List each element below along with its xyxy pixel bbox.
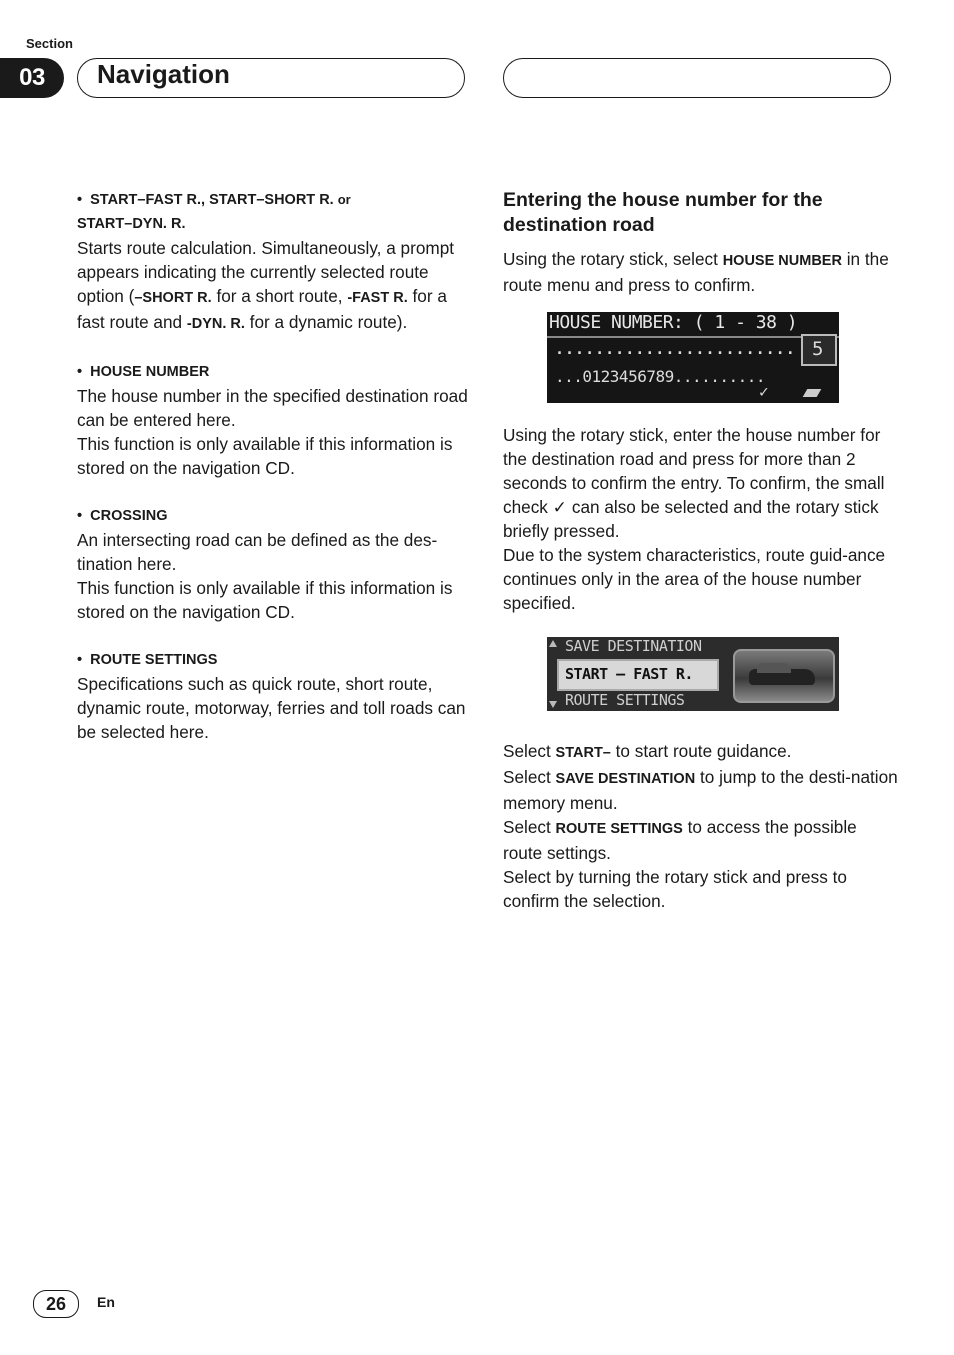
screen-title: HOUSE NUMBER: ( 1 - 38 ): [549, 312, 798, 333]
screen-digits-line: ...0123456789..........: [555, 367, 766, 386]
select-confirm-line: Select by turning the rotary stick and press to confirm the selection.: [503, 867, 847, 911]
menu-item-route-settings: ROUTE SETTINGS: [565, 691, 685, 709]
language-label: En: [97, 1294, 115, 1310]
item-crossing-text-1: An intersecting road can be defined as the des-tination here.: [77, 530, 438, 574]
item-house-number-heading: • HOUSE NUMBER: [77, 364, 210, 380]
eraser-icon: [803, 389, 822, 397]
item-house-number-text-1: The house number in the specified destination road can be entered here.: [77, 386, 468, 430]
value-box: [801, 334, 837, 366]
entry-instructions: [503, 423, 898, 615]
item-start-heading-or: or: [337, 192, 351, 207]
house-number-screen: [547, 312, 839, 403]
menu-item-start-fast: START — FAST R.: [565, 665, 693, 683]
guidance-paragraph: Due to the system characteristics, route guid-ance continues only in the area of the house number specified.: [503, 545, 886, 613]
item-route-settings-text: Specifications such as quick route, short route, dynamic route, motorway, ferries and toll roads can be selected here.: [77, 674, 466, 742]
select-start-line: Select START– to start route guidance.: [503, 741, 792, 761]
route-menu-screen: [547, 637, 839, 711]
value-box-digit: 5: [812, 338, 824, 360]
left-column: [77, 188, 472, 744]
header-right-frame: [503, 58, 891, 98]
item-start-heading-b: START–DYN. R.: [77, 216, 186, 232]
scroll-up-icon: [549, 640, 557, 647]
section-heading: Entering the house number for the destination road: [503, 189, 823, 236]
page-number: 26: [33, 1290, 79, 1318]
section-number-badge: 03: [0, 58, 64, 98]
item-crossing-heading: • CROSSING: [77, 508, 168, 524]
screen-dots-line: ........................: [555, 340, 796, 358]
item-house-number-text-2: This function is only available if this information is stored on the navigation CD.: [77, 434, 453, 478]
entry-paragraph: Using the rotary stick, enter the house number for the destination road and press for more than 2 seconds to confirm the entry. To confirm, the small check ✓ can also be selected and the rotary stick briefly pressed.: [503, 425, 885, 541]
intro-paragraph: Using the rotary stick, select HOUSE NUMBER in the route menu and press to confirm.: [503, 249, 889, 295]
menu-item-save-destination: SAVE DESTINATION: [565, 637, 702, 655]
right-column: [503, 188, 898, 297]
selection-instructions: [503, 739, 898, 913]
item-start-heading-a: START–FAST R., START–SHORT R.: [90, 192, 334, 208]
item-start-heading: • START–FAST R., START–SHORT R. or START–DYN. R.: [77, 192, 351, 232]
select-save-destination-line: Select SAVE DESTINATION to jump to the desti-nation memory menu.: [503, 767, 898, 813]
scroll-down-icon: [549, 701, 557, 708]
item-crossing-text-2: This function is only available if this information is stored on the navigation CD.: [77, 578, 453, 622]
item-route-settings-heading: • ROUTE SETTINGS: [77, 652, 218, 668]
page-title: Navigation: [97, 59, 230, 89]
item-start-description: Starts route calculation. Simultaneously, a prompt appears indicating the currently selected route option (–SHORT R. for a short route, -FAST R. for a fast route and -DYN. R. for a dynamic route).: [77, 238, 455, 332]
check-icon: ✓: [759, 382, 769, 401]
car-image: [733, 649, 835, 703]
select-route-settings-line: Select ROUTE SETTINGS to access the possible route settings.: [503, 817, 857, 863]
section-label: Section: [26, 36, 73, 51]
